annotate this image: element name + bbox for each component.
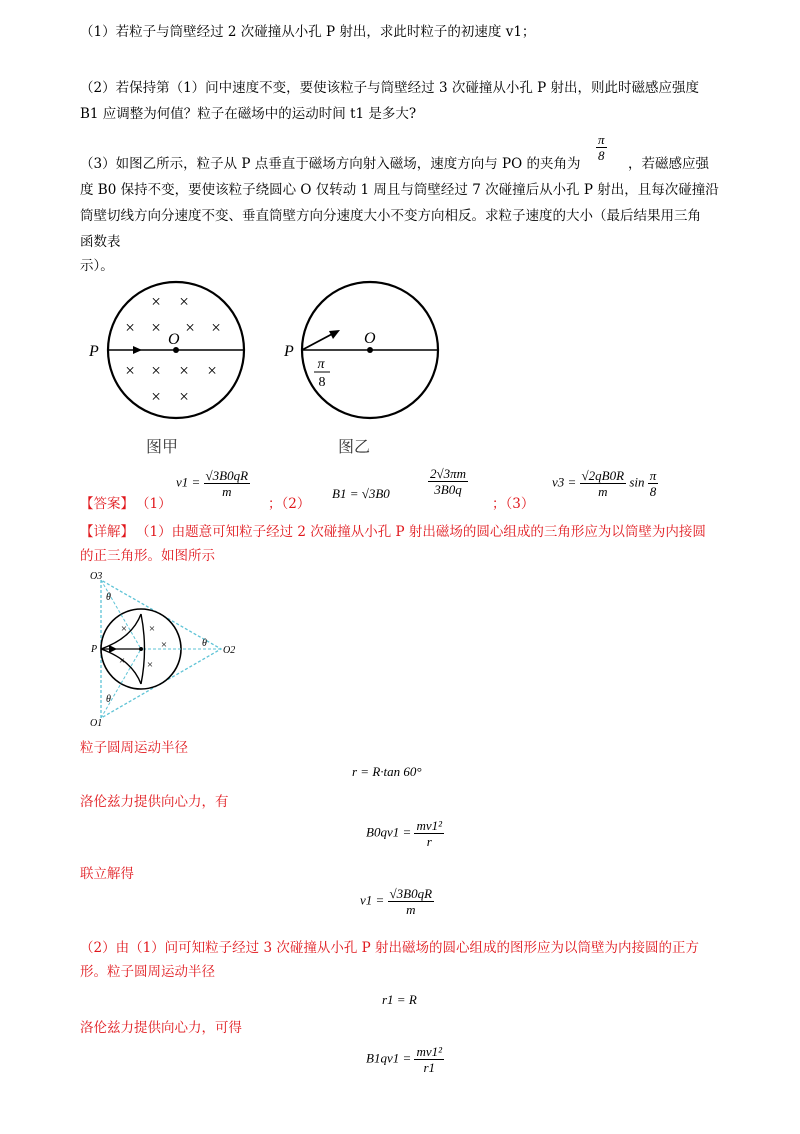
detail-step1: 粒子圆周运动半径 bbox=[80, 740, 188, 756]
equation-force-b1-den: r1 bbox=[423, 1060, 436, 1075]
answer-t1-den: 3B0q bbox=[434, 482, 462, 497]
answer-v1-num: √3B0qR bbox=[205, 468, 249, 483]
field-cross: × bbox=[211, 318, 221, 337]
figure-a-arrow bbox=[133, 346, 142, 354]
field-cross: × bbox=[179, 387, 189, 406]
field-cross: × bbox=[207, 361, 217, 380]
figure-a-label-P: P bbox=[89, 343, 99, 360]
equation-force-num: mv1² bbox=[416, 818, 443, 833]
answer-t1-num: 2√3πm bbox=[430, 466, 467, 481]
detail-part2-line2: 形。粒子圆周运动半径 bbox=[80, 964, 215, 980]
detail-step3: 联立解得 bbox=[80, 866, 134, 882]
equation-v1-lhs: v1 = bbox=[360, 892, 385, 908]
question-3-line1-tail: ，若磁感应强 bbox=[628, 156, 709, 172]
answer-v3-sin: sin bbox=[629, 474, 645, 490]
caption-figure-a: 图甲 bbox=[146, 437, 179, 456]
figure-b-label-P: P bbox=[284, 343, 294, 360]
question-3-line5: 示）。 bbox=[80, 258, 114, 274]
figure-triangle bbox=[84, 568, 240, 730]
equation-force bbox=[366, 818, 444, 849]
angle-theta: θ bbox=[202, 638, 207, 649]
answer-v3-den: m bbox=[598, 484, 608, 499]
field-cross: × bbox=[148, 623, 156, 635]
answer-v3-angle-den: 8 bbox=[649, 484, 657, 499]
answer-v1 bbox=[176, 468, 250, 499]
detail-part2-line1: （2）由（1）问可知粒子经过 3 次碰撞从小孔 P 射出磁场的圆心组成的图形应为以筒壁为内接圆的正方 bbox=[80, 940, 700, 956]
detail-step2: 洛伦兹力提供向心力，有 bbox=[80, 794, 229, 810]
field-cross: × bbox=[118, 655, 126, 667]
field-cross: × bbox=[120, 623, 128, 635]
answer-v3 bbox=[552, 468, 658, 499]
detail-step4: 洛伦兹力提供向心力，可得 bbox=[80, 1020, 242, 1036]
answer-part1: （1） bbox=[136, 496, 172, 512]
field-cross: × bbox=[185, 318, 195, 337]
figure-b-label-O: O bbox=[364, 330, 376, 347]
equation-r1: r1 = R bbox=[382, 992, 417, 1007]
answer-v3-num: √2qB0R bbox=[581, 468, 625, 483]
figure-b-center bbox=[367, 347, 373, 353]
field-cross: × bbox=[151, 361, 161, 380]
equation-force-lhs: B0qv1 = bbox=[366, 824, 412, 840]
answer-t1 bbox=[428, 466, 468, 497]
answer-v3-angle-num: π bbox=[649, 468, 657, 483]
question-3-line3: 筒壁切线方向分速度不变、垂直筒壁方向分速度大小不变方向相反。求粒子速度的大小（最后结果用三角 bbox=[80, 208, 701, 224]
figure-b-angle-den: 8 bbox=[318, 375, 326, 390]
equation-force-b1-lhs: B1qv1 = bbox=[366, 1050, 412, 1066]
answer-part3: ；（3） bbox=[492, 496, 535, 512]
answer-part2: ；（2） bbox=[268, 496, 311, 512]
field-cross: × bbox=[125, 318, 135, 337]
answer-v3-lhs: v3 = bbox=[552, 474, 577, 490]
equation-v1 bbox=[360, 886, 434, 917]
detail-line1: （1）由题意可知粒子经过 2 次碰撞从小孔 P 射出磁场的圆心组成的三角形应为以筒壁为内接圆 bbox=[136, 524, 706, 540]
caption-figure-b: 图乙 bbox=[338, 437, 371, 456]
angle-fraction bbox=[596, 132, 607, 163]
answer-v1-lhs: v1 = bbox=[176, 474, 201, 490]
figure-b-angle-num: π bbox=[317, 357, 325, 372]
label-O2: O2 bbox=[223, 645, 236, 656]
label-O1: O1 bbox=[90, 718, 103, 729]
angle-den: 8 bbox=[598, 148, 605, 163]
field-cross: × bbox=[160, 639, 168, 651]
figure-a bbox=[86, 280, 256, 420]
equation-force-b1 bbox=[366, 1044, 444, 1075]
figure-b bbox=[282, 280, 452, 420]
question-2-line2: B1 应调整为何值？粒子在磁场中的运动时间 t1 是多大? bbox=[80, 106, 417, 122]
angle-theta: θ bbox=[106, 694, 111, 705]
equation-force-den: r bbox=[426, 834, 432, 849]
field-cross: × bbox=[146, 659, 154, 671]
angle-num: π bbox=[598, 132, 605, 147]
answer-label: 【答案】 bbox=[80, 496, 134, 512]
field-cross: × bbox=[151, 292, 161, 311]
equation-v1-num: √3B0qR bbox=[389, 886, 433, 901]
detail-label: 【详解】 bbox=[80, 524, 134, 540]
figure-b-velocity bbox=[302, 333, 334, 350]
figure-a-label-O: O bbox=[168, 331, 180, 348]
field-cross: × bbox=[151, 387, 161, 406]
angle-theta: θ bbox=[106, 592, 111, 603]
field-cross: × bbox=[151, 318, 161, 337]
equation-v1-den: m bbox=[406, 902, 416, 917]
label-O3: O3 bbox=[90, 571, 103, 582]
field-cross: × bbox=[125, 361, 135, 380]
label-P: P bbox=[91, 644, 98, 655]
equation-radius: r = R·tan 60° bbox=[352, 764, 422, 779]
question-2-line1: （2）若保持第（1）问中速度不变，要使该粒子与筒壁经过 3 次碰撞从小孔 P 射出，则此时磁感应强度 bbox=[80, 80, 700, 96]
question-3-line1: （3）如图乙所示，粒子从 P 点垂直于磁场方向射入磁场，速度方向与 PO 的夹角为 bbox=[80, 156, 581, 172]
answer-v1-den: m bbox=[222, 484, 232, 499]
answer-b1: B1 = √3B0 bbox=[332, 486, 390, 501]
question-3-line4: 函数表 bbox=[80, 234, 121, 250]
question-1: （1）若粒子与筒壁经过 2 次碰撞从小孔 P 射出，求此时粒子的初速度 v1； bbox=[80, 24, 536, 40]
detail-line2: 的正三角形。如图所示 bbox=[80, 548, 215, 564]
field-cross: × bbox=[179, 292, 189, 311]
field-cross: × bbox=[179, 361, 189, 380]
question-3-line2: 度 B0 保持不变，要使该粒子绕圆心 O 仅转动 1 周且与筒壁经过 7 次碰撞后从小孔 P 射出，且每次碰撞沿 bbox=[80, 182, 719, 198]
equation-force-b1-num: mv1² bbox=[416, 1044, 443, 1059]
